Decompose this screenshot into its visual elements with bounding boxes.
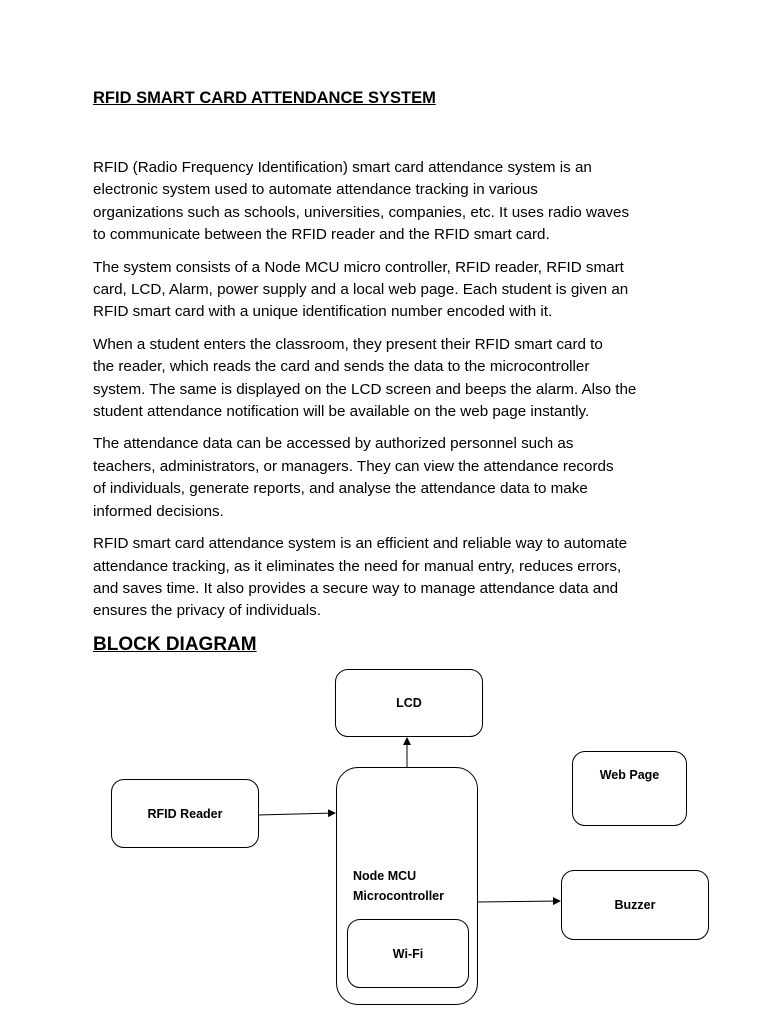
node-mcu-label [353,866,444,906]
text-line: teachers, administrators, or managers. They can view the attendance records [93,457,614,475]
text-line: When a student enters the classroom, they present their RFID smart card to [93,335,603,353]
text-line: student attendance notification will be available on the web page instantly. [93,403,590,421]
text-line: attendance tracking, as it eliminates the need for manual entry, reduces errors, [93,557,622,575]
lcd-label: LCD [396,696,422,710]
arrow-mcu-to-buzzer [477,901,560,902]
text-line: RFID (Radio Frequency Identification) smart card attendance system is an [93,159,592,176]
text-line: RFID smart card attendance system is an efficient and reliable way to automate [93,535,628,553]
text-line: and saves time. It also provides a secure way to manage attendance data and [93,579,619,597]
text-line: of individuals, generate reports, and analyse the attendance data to make [93,480,588,498]
text-line: RFID smart card with a unique identification number encoded with it. [93,303,553,321]
text-line: to communicate between the RFID reader and the RFID smart card. [93,226,550,244]
web-page-block [572,751,687,826]
document-title: RFID SMART CARD ATTENDANCE SYSTEM [93,89,436,107]
node-mcu-label-line2: Microcontroller [353,889,444,903]
text-line: organizations such as schools, universities, companies, etc. It uses radio waves [93,203,630,221]
buzzer-label: Buzzer [614,898,656,912]
wifi-block [347,919,469,988]
buzzer-block [561,870,709,940]
text-line: electronic system used to automate attendance tracking in various [93,181,538,199]
node-mcu-label-line1: Node MCU [353,869,417,883]
arrow-rfid-to-mcu [258,813,335,815]
wifi-label: Wi-Fi [392,946,424,961]
text-line: informed decisions. [93,502,224,520]
rfid-reader-block [111,779,259,848]
lcd-block [335,669,483,737]
web-page-label: Web Page [599,768,660,782]
text-line: system. The same is displayed on the LCD screen and beeps the alarm. Also the [93,380,637,398]
rfid-reader-label: RFID Reader [147,806,223,821]
text-line: card, LCD, Alarm, power supply and a local web page. Each student is given an [93,281,629,299]
text-line: The attendance data can be accessed by authorized personnel such as [93,435,574,453]
block-diagram-heading: BLOCK DIAGRAM [93,634,257,655]
text-line: the reader, which reads the card and sends the data to the microcontroller [93,358,590,376]
text-line: ensures the privacy of individuals. [93,602,321,620]
node-mcu-block [336,767,478,1005]
text-line: The system consists of a Node MCU micro controller, RFID reader, RFID smart [93,258,624,276]
